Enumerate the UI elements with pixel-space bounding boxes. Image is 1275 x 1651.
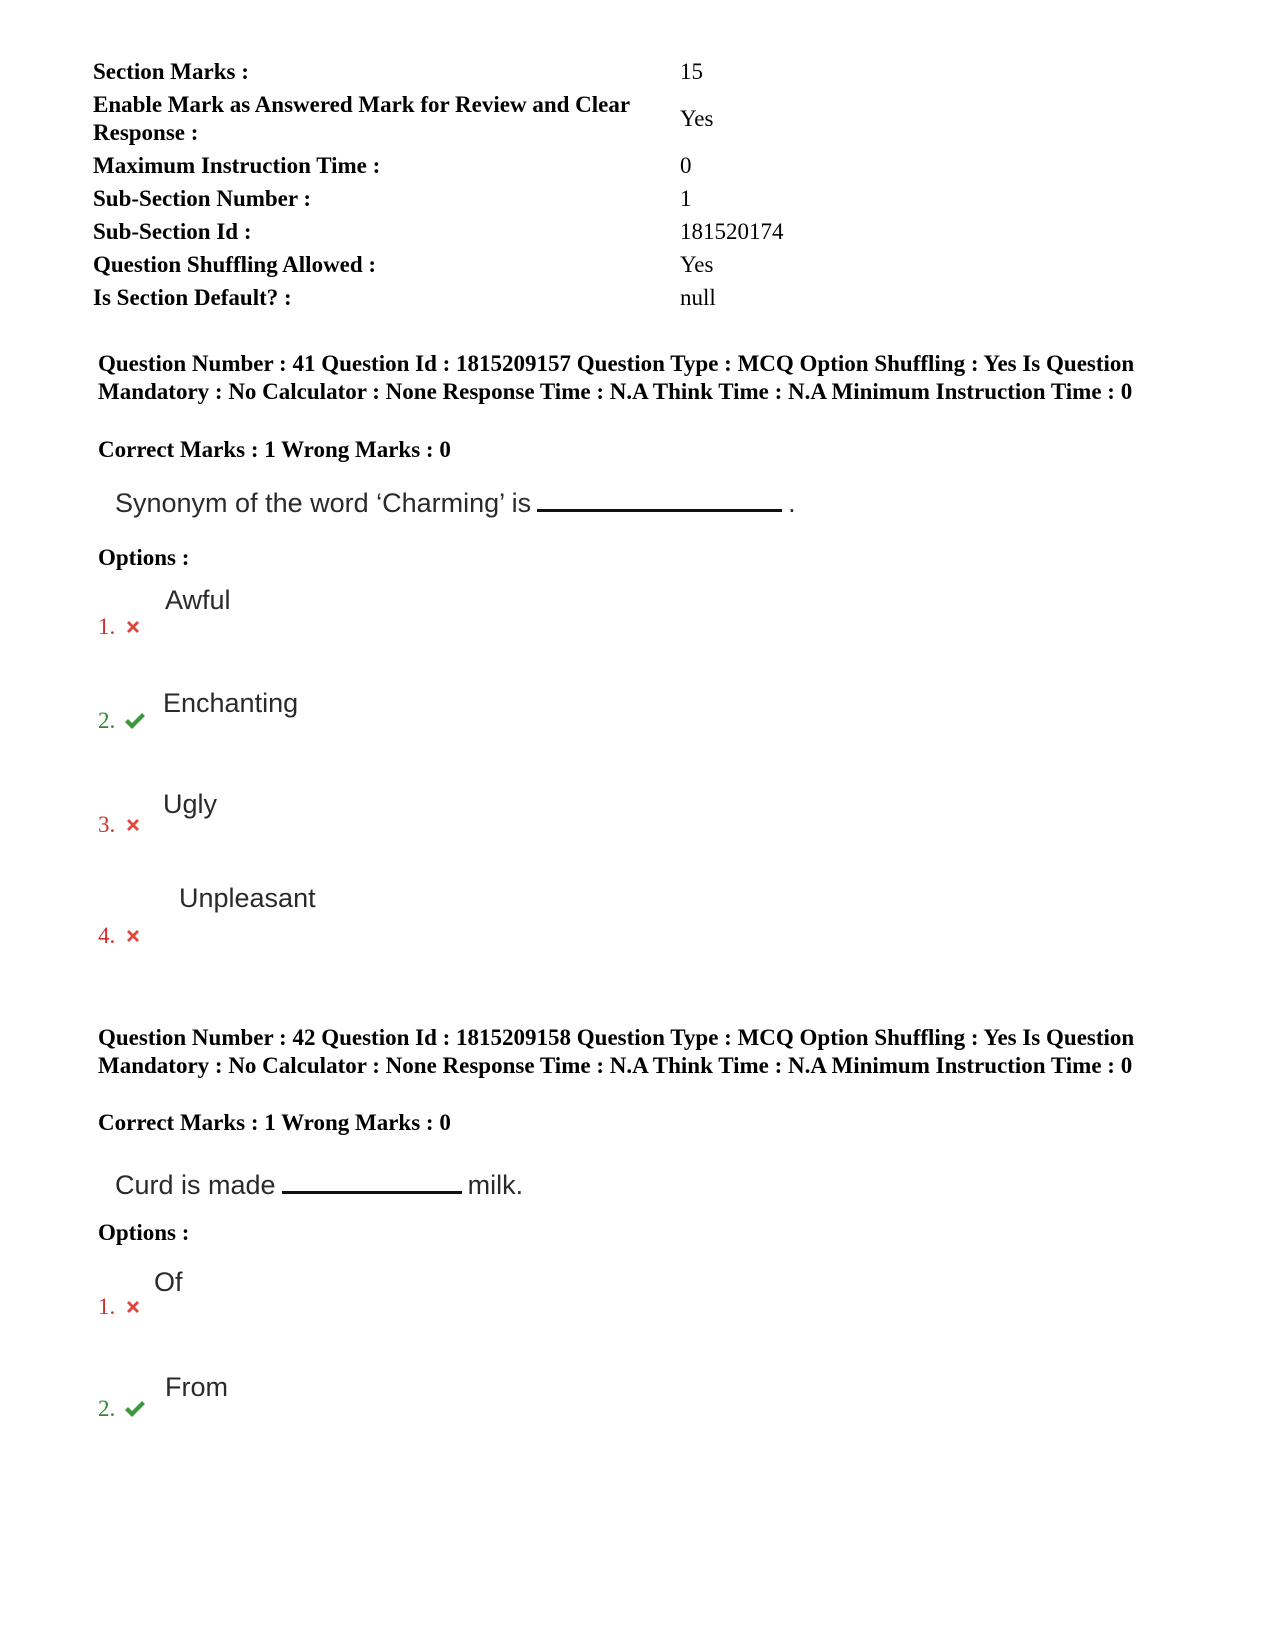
option-text: Unpleasant (179, 883, 316, 913)
section-info-row (93, 152, 833, 185)
answer-blank (537, 507, 782, 512)
section-info-label: Sub-Section Number : (93, 186, 312, 211)
section-info-value: null (680, 285, 716, 310)
section-info-row (93, 91, 833, 152)
question-stem-end: milk. (467, 1170, 524, 1200)
section-info-label: Section Marks : (93, 59, 249, 84)
question-marks: Correct Marks : 1 Wrong Marks : 0 (98, 1110, 451, 1135)
section-info-value: 181520174 (680, 219, 784, 244)
cross-icon (123, 926, 143, 946)
option-number-label: 2. (98, 1396, 116, 1421)
cross-icon (123, 617, 143, 637)
question-header: Question Number : 42 Question Id : 1815209158 Question Type : MCQ Option Shuffling : Yes Is Question Mandatory : No Calculator : None Response Time : N.A Think Time : N.A Minimum Instruction Time : 0 (98, 1025, 1135, 1078)
question-marks: Correct Marks : 1 Wrong Marks : 0 (98, 437, 451, 462)
cross-icon (123, 815, 143, 835)
section-info-row (93, 58, 833, 91)
section-info-row (93, 218, 833, 251)
section-info-row (93, 185, 833, 218)
cross-icon (123, 1297, 143, 1317)
option-number-label: 1. (98, 1294, 116, 1319)
section-info-row (93, 251, 833, 284)
question-stem (115, 1170, 523, 1201)
options-label: Options : (98, 545, 190, 570)
section-info-value: Yes (680, 106, 714, 131)
question-stem-text: Synonym of the word ‘Charming’ is (115, 488, 532, 518)
options-label: Options : (98, 1220, 190, 1245)
option-number-label: 4. (98, 923, 116, 948)
section-info-row (93, 284, 833, 317)
section-info-value: Yes (680, 252, 714, 277)
option-number-label: 2. (98, 708, 116, 733)
option-text: Enchanting (163, 688, 299, 718)
option-number (98, 1294, 143, 1320)
question-stem-end: . (788, 488, 796, 518)
section-info-table (93, 58, 833, 317)
section-info-label: Is Section Default? : (93, 285, 292, 310)
option-number (98, 923, 143, 949)
option-text: Ugly (163, 789, 218, 819)
section-info-label: Sub-Section Id : (93, 219, 252, 244)
option-number (98, 1396, 147, 1422)
option-number-label: 3. (98, 812, 116, 837)
section-info-label: Enable Mark as Answered Mark for Review and Clear Response : (93, 92, 630, 145)
check-icon (123, 711, 147, 731)
section-info-value: 0 (680, 153, 692, 178)
option-number (98, 708, 147, 734)
option-text: Of (154, 1267, 183, 1297)
section-info-label: Question Shuffling Allowed : (93, 252, 377, 277)
check-icon (123, 1399, 147, 1419)
question-stem (115, 488, 796, 519)
option-number-label: 1. (98, 614, 116, 639)
section-info-value: 1 (680, 186, 692, 211)
question-stem-text: Curd is made (115, 1170, 276, 1200)
option-number (98, 812, 143, 838)
question-header: Question Number : 41 Question Id : 1815209157 Question Type : MCQ Option Shuffling : Yes Is Question Mandatory : No Calculator : None Response Time : N.A Think Time : N.A Minimum Instruction Time : 0 (98, 351, 1135, 404)
section-info-value: 15 (680, 59, 703, 84)
section-info-label: Maximum Instruction Time : (93, 153, 381, 178)
option-text: Awful (165, 585, 231, 615)
option-number (98, 614, 143, 640)
option-text: From (165, 1372, 228, 1402)
answer-blank (282, 1189, 462, 1194)
